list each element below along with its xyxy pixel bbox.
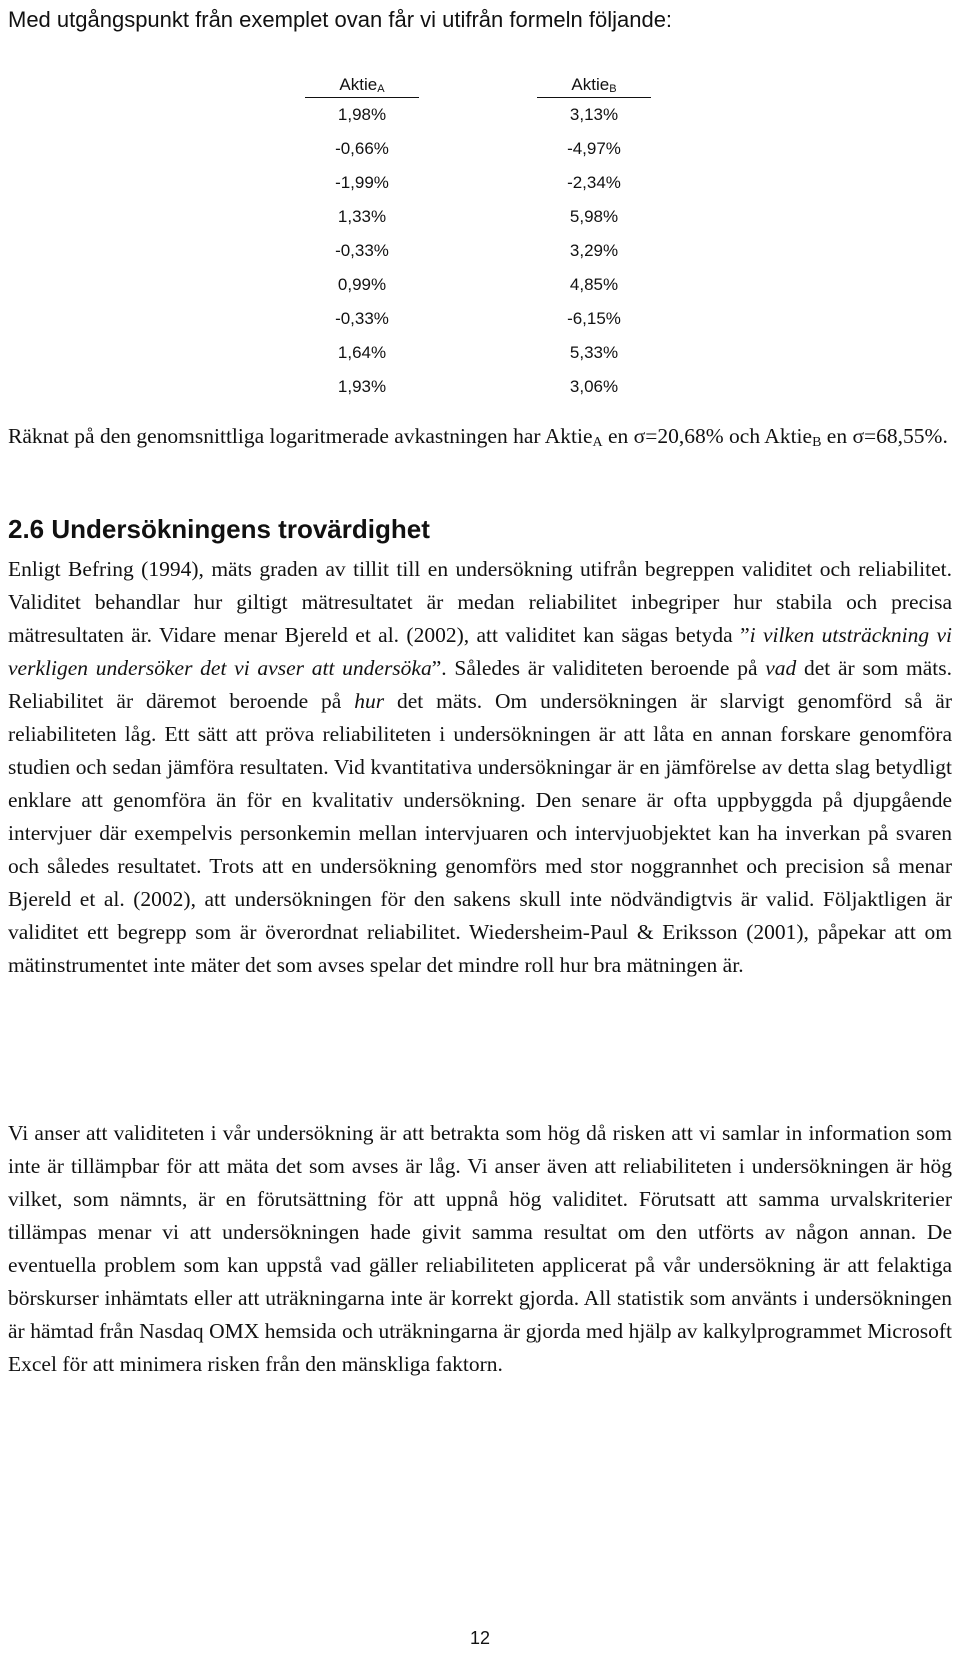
- cell-aktie-a: 1,33%: [337, 207, 387, 226]
- cell-aktie-b: 4,85%: [569, 275, 619, 294]
- cell-aktie-b: 5,98%: [569, 207, 619, 226]
- cell-aktie-b: 3,29%: [569, 241, 619, 260]
- column-header-aktie-a: Aktie$_A$: [305, 68, 419, 98]
- cell-aktie-b: -2,34%: [567, 173, 621, 192]
- cell-aktie-b: 5,33%: [569, 343, 619, 362]
- cell-aktie-a: -1,99%: [335, 173, 389, 192]
- table-row: [305, 98, 651, 132]
- cell-aktie-a: 1,64%: [337, 343, 387, 362]
- quote-italic: i vilken utsträckning vi verkligen undersöker det vi avser att undersöka: [8, 623, 952, 680]
- cell-aktie-a: -0,66%: [335, 139, 389, 158]
- cell-aktie-a: -0,33%: [335, 241, 389, 260]
- table-row: [305, 302, 651, 336]
- table-row: [305, 336, 651, 370]
- paragraph-reliability: Enligt Befring (1994), mäts graden av tillit till en undersökning utifrån begreppen validitet och reliabilitet. Validitet behandlar hur giltigt mätresultatet är medan reliabilitet inbegriper hur stabila och precisa mätresultaten är. Vidare menar Bjereld et al. (2002), att validitet kan sägas betyda ”i vilken utsträckning vi verkligen undersöker det vi avser att undersöka”. Således är validiteten beroende på vad det är som mäts. Reliabilitet är däremot beroende på hur det mäts. Om undersökningen är slarvigt genomförd så är reliabiliteten låg. Ett sätt att pröva reliabiliteten i undersökningen är att låta en annan forskare genomföra studien och sedan jämföra resultaten. Vid kvantitativa undersökningar är en jämförelse av detta slag betydligt enklare att genomföra än för en kvalitativ undersökning. Den senare är ofta uppbyggda på djupgående intervjuer där exempelvis personkemin mellan intervjuaren och intervjuobjektet kan ha inverkan på svaren och således resultatet. Trots att en undersökning genomförs med stor noggrannhet och precision så menar Bjereld et al. (2002), att undersökningen för den sakens skull inte nödvändigtvis är valid. Följaktligen är validitet ett begrepp som är överordnat reliabilitet. Wiedersheim-Paul & Eriksson (2001), påpekar att om mätinstrumentet inte mäter det som avses spelar det mindre roll hur bra mätningen är.: [8, 557, 952, 977]
- cell-aktie-b: 3,06%: [569, 377, 619, 396]
- cell-aktie-a: 1,93%: [337, 377, 387, 396]
- table-header-row: [305, 68, 651, 98]
- cell-aktie-b: 3,13%: [569, 105, 619, 124]
- cell-aktie-b: -4,97%: [567, 139, 621, 158]
- column-header-aktie-b: Aktie$_B$: [537, 68, 651, 98]
- table-body: [305, 98, 651, 404]
- cell-aktie-a: 0,99%: [337, 275, 387, 294]
- table-row: [305, 268, 651, 302]
- returns-table: [305, 68, 651, 404]
- section-heading: 2.6 Undersökningens trovärdighet: [8, 514, 430, 544]
- cell-aktie-b: -6,15%: [567, 309, 621, 328]
- table-row: [305, 166, 651, 200]
- cell-aktie-a: 1,98%: [337, 105, 387, 124]
- summary-paragraph: Räknat på den genomsnittliga logaritmerade avkastningen har Aktie$_A$ en σ=20,68% och Aktie$_B$ en σ=68,55%.: [8, 424, 948, 450]
- cell-aktie-a: -0,33%: [335, 309, 389, 328]
- table-row: [305, 234, 651, 268]
- page-number: 12: [469, 1628, 491, 1648]
- table-row: [305, 200, 651, 234]
- table-row: [305, 370, 651, 404]
- paragraph-validity-assessment: Vi anser att validiteten i vår undersökning är att betrakta som hög då risken att vi samlar in information som inte är tillämpbar för att mäta det som avses är låg. Vi anser även att reliabiliteten i undersökningen är hög vilket, som nämnts, är en förutsättning för att uppnå hög validitet. Förutsatt att samma urvalskriterier tillämpas menar vi att undersökningen hade givit samma resultat om den utförts av någon annan. De eventuella problem som kan uppstå vad gäller reliabiliteten applicerat på vår undersökning är att felaktiga börskurser inhämtats eller att uträkningarna inte är korrekt gjorda. All statistik som använts i undersökningen är hämtad från Nasdaq OMX hemsida och uträkningarna är gjorda med hjälp av kalkylprogrammet Microsoft Excel för att minimera risken från den mänskliga faktorn.: [8, 1121, 952, 1376]
- table-row: [305, 132, 651, 166]
- intro-text: Med utgångspunkt från exemplet ovan får vi utifrån formeln följande:: [8, 7, 673, 32]
